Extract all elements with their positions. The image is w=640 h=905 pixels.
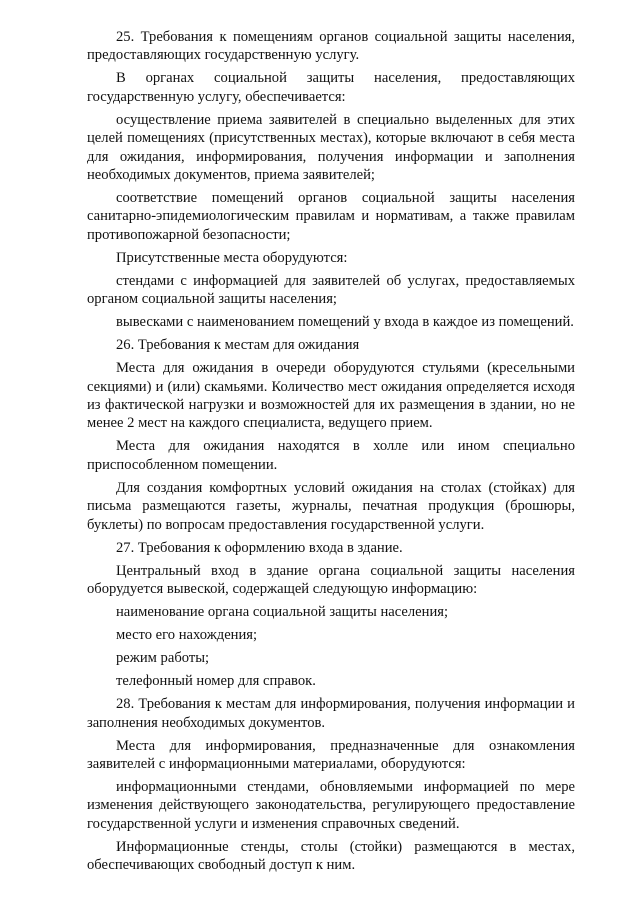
list-item: осуществление приема заявителей в специально выделенных для этих целей помещениях (присутственных местах), которые включают в себя места для ожидания, информирования, получения информации и заполнения необходимых документов, приема заявителей; (87, 111, 575, 184)
section-25-heading: 25. Требования к помещениям органов социальной защиты населения, предоставляющих государственную услугу. (87, 29, 575, 64)
list-item: соответствие помещений органов социальной защиты населения санитарно-эпидемиологическим правилам и нормативам, а также правилам противопожарной безопасности; (87, 190, 575, 243)
list-item: вывесками с наименованием помещений у входа в каждое из помещений. (116, 314, 574, 331)
section-27-heading: 27. Требования к оформлению входа в здание. (116, 539, 403, 556)
list-item: наименование органа социальной защиты населения; (116, 604, 449, 621)
list-item: режим работы; (116, 650, 210, 667)
paragraph: Места для информирования, предназначенные для ознакомления заявителей с информационными материалами, оборудуются: (87, 737, 575, 772)
paragraph: В органах социальной защиты населения, предоставляющих государственную услугу, обеспечивается: (87, 70, 575, 105)
paragraph: Информационные стенды, столы (стойки) размещаются в местах, обеспечивающих свободный доступ к ним. (87, 838, 575, 874)
list-item: телефонный номер для справок. (116, 673, 316, 690)
paragraph: Центральный вход в здание органа социальной защиты населения оборудуется вывеской, содержащей следующую информацию: (87, 562, 575, 598)
list-item: стендами с информацией для заявителей об услугах, предоставляемых органом социальной защиты населения; (87, 272, 575, 308)
paragraph: Присутственные места оборудуются: (116, 249, 348, 266)
list-item: место его нахождения; (116, 627, 258, 644)
paragraph: Места для ожидания находятся в холле или ином специально приспособленном помещении. (87, 438, 575, 473)
paragraph: Места для ожидания в очереди оборудуются стульями (кресельными секциями) и (или) скамьями. Количество мест ожидания определяется исходя из фактической нагрузки и возможностей для их размещения в здании, но не менее 2 мест на каждого специалиста, ведущего прием. (87, 360, 575, 432)
document-page (87, 28, 575, 879)
section-26-heading: 26. Требования к местам для ожидания (116, 337, 360, 354)
list-item: информационными стендами, обновляемыми информацией по мере изменения действующего законодательства, регулирующего предоставление государственной услуги и изменения справочных сведений. (87, 778, 575, 832)
section-28-heading: 28. Требования к местам для информирования, получения информации и заполнения необходимых документов. (87, 696, 575, 731)
paragraph: Для создания комфортных условий ожидания на столах (стойках) для письма размещаются газеты, журналы, печатная продукция (брошюры, буклеты) по вопросам предоставления государственной услуги. (87, 479, 575, 533)
